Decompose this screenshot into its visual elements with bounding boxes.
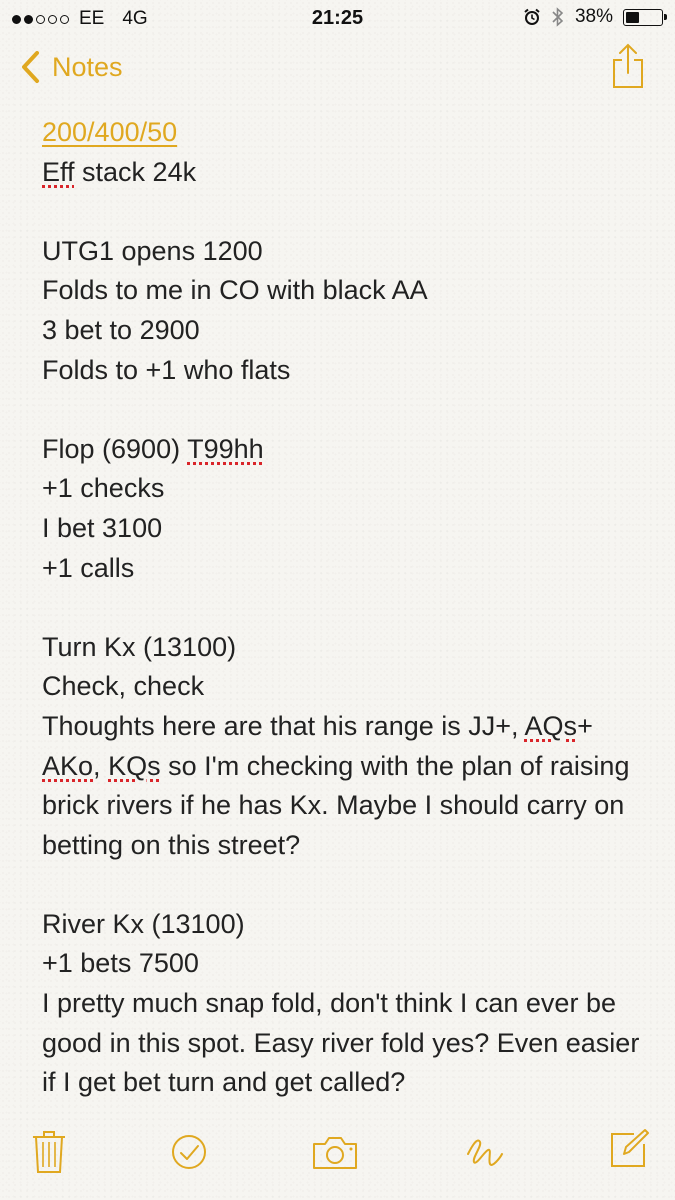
note-line: Folds to me in CO with black AA (42, 275, 428, 306)
misspelled-word: KQs (108, 750, 161, 781)
carrier-name: EE (79, 8, 105, 29)
note-line: UTG1 opens 1200 (42, 235, 263, 266)
bottom-toolbar (0, 1110, 675, 1200)
status-bar (0, 0, 675, 36)
note-body[interactable] (42, 113, 642, 1103)
blank-line (42, 588, 642, 628)
note-line: Turn Kx (13100) (42, 631, 237, 662)
note-line: Folds to +1 who flats (42, 354, 291, 385)
misspelled-word: AQs (524, 710, 578, 741)
note-line: +1 checks (42, 473, 165, 504)
battery-level-fill (626, 12, 639, 23)
checklist-button[interactable] (171, 1134, 207, 1175)
back-button-label: Notes (52, 51, 123, 82)
note-line: +1 bets 7500 (42, 948, 199, 979)
thoughts-text: , (93, 750, 109, 781)
back-to-notes-button[interactable] (20, 50, 123, 84)
status-right (523, 6, 663, 28)
thoughts-text: + (577, 710, 593, 741)
thoughts-text: Thoughts here are that his range is JJ+, (42, 710, 525, 741)
thoughts-text: so I'm checking with the plan of raising brick rivers if he has Kx. Maybe I should carry on betting on this street? (42, 750, 630, 860)
checkmark-icon (171, 1134, 207, 1170)
note-line-eff-stack (42, 153, 642, 193)
new-note-button[interactable] (608, 1128, 650, 1175)
note-line: Check, check (42, 671, 205, 702)
network-type: 4G (122, 8, 148, 29)
note-line: I bet 3100 (42, 512, 163, 543)
bluetooth-icon (551, 7, 565, 27)
status-time: 21:25 (311, 7, 364, 29)
misspelled-word: Eff (42, 156, 75, 187)
trash-icon (32, 1130, 66, 1174)
note-paragraph-turn-thoughts (42, 707, 642, 865)
delete-button[interactable] (32, 1130, 66, 1179)
flop-prefix: Flop (6900) (42, 433, 188, 464)
eff-stack-text: stack 24k (74, 156, 197, 187)
add-photo-button[interactable] (312, 1136, 358, 1175)
chevron-left-icon (20, 50, 40, 84)
blank-line (42, 865, 642, 905)
sketch-button[interactable] (464, 1132, 506, 1179)
alarm-icon (523, 8, 541, 26)
note-line: River Kx (13100) (42, 908, 245, 939)
sketch-icon (464, 1132, 506, 1174)
navigation-bar (0, 40, 675, 104)
share-button[interactable] (611, 42, 645, 95)
note-line: +1 calls (42, 552, 135, 583)
note-line: 3 bet to 2900 (42, 314, 200, 345)
blank-line (42, 390, 642, 430)
battery-percent: 38% (574, 6, 613, 27)
stakes-link[interactable]: 200/400/50 (42, 117, 178, 147)
compose-icon (608, 1128, 650, 1170)
camera-icon (312, 1136, 358, 1170)
note-paragraph-river-thoughts: I pretty much snap fold, don't think I can ever be good in this spot. Easy river fold yes? Even easier if I get bet turn and get called? (42, 988, 640, 1098)
battery-icon (623, 9, 663, 26)
misspelled-word: T99hh (187, 433, 264, 464)
note-line-stakes (42, 113, 642, 153)
misspelled-word: AKo (42, 750, 94, 781)
blank-line (42, 192, 642, 232)
note-line-flop (42, 430, 642, 470)
share-icon (611, 42, 645, 90)
